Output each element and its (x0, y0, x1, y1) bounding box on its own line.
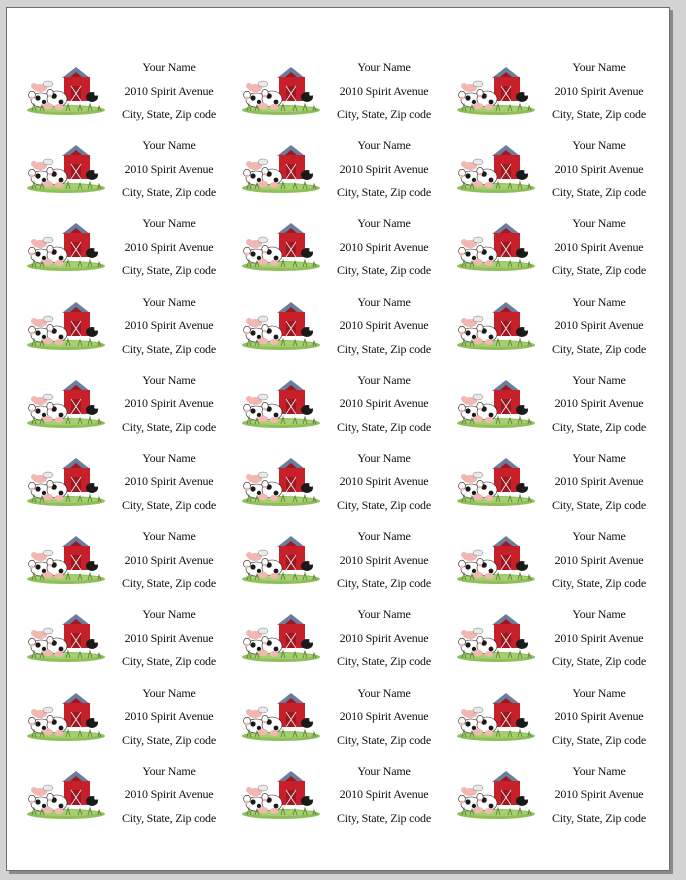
address-label (237, 603, 452, 681)
label-city-state-zip: City, State, Zip code (551, 654, 646, 669)
label-city-state-zip: City, State, Zip code (551, 419, 646, 434)
label-street: 2010 Spirit Avenue (339, 83, 429, 98)
label-street: 2010 Spirit Avenue (124, 239, 214, 254)
label-street: 2010 Spirit Avenue (554, 396, 644, 411)
address-lines (319, 603, 449, 674)
address-lines (319, 760, 449, 831)
address-label (237, 760, 452, 838)
label-city-state-zip: City, State, Zip code (121, 497, 216, 512)
label-name: Your Name (357, 138, 411, 153)
farm-barn-cows-icon (26, 455, 106, 507)
label-name: Your Name (357, 294, 411, 309)
label-street: 2010 Spirit Avenue (554, 474, 644, 489)
label-city-state-zip: City, State, Zip code (336, 107, 431, 121)
address-lines (534, 603, 664, 674)
label-city-state-zip: City, State, Zip code (336, 497, 431, 512)
address-lines (319, 134, 449, 205)
label-name: Your Name (142, 60, 196, 74)
label-name: Your Name (357, 763, 411, 778)
label-city-state-zip: City, State, Zip code (336, 654, 431, 669)
label-name: Your Name (572, 685, 626, 700)
address-label (452, 447, 667, 525)
label-street: 2010 Spirit Avenue (554, 239, 644, 254)
label-name: Your Name (142, 372, 196, 387)
label-city-state-zip: City, State, Zip code (551, 107, 646, 121)
label-city-state-zip: City, State, Zip code (336, 576, 431, 591)
address-label (452, 682, 667, 760)
address-lines (319, 212, 449, 283)
label-street: 2010 Spirit Avenue (339, 474, 429, 489)
farm-barn-cows-icon (26, 533, 106, 585)
address-label (22, 369, 237, 447)
address-label (452, 525, 667, 603)
label-street: 2010 Spirit Avenue (124, 161, 214, 176)
address-label (22, 682, 237, 760)
label-street: 2010 Spirit Avenue (554, 161, 644, 176)
address-label (22, 212, 237, 290)
farm-barn-cows-icon (241, 533, 321, 585)
farm-barn-cows-icon (241, 299, 321, 351)
farm-barn-cows-icon (456, 220, 536, 272)
farm-barn-cows-icon (456, 142, 536, 194)
label-street: 2010 Spirit Avenue (554, 552, 644, 567)
address-lines (534, 56, 664, 127)
address-label (22, 447, 237, 525)
farm-barn-cows-icon (241, 768, 321, 820)
label-name: Your Name (142, 529, 196, 544)
label-name: Your Name (572, 138, 626, 153)
label-street: 2010 Spirit Avenue (339, 630, 429, 645)
label-name: Your Name (572, 216, 626, 231)
farm-barn-cows-icon (456, 533, 536, 585)
label-street: 2010 Spirit Avenue (124, 630, 214, 645)
label-city-state-zip: City, State, Zip code (551, 732, 646, 747)
address-lines (534, 134, 664, 205)
label-city-state-zip: City, State, Zip code (336, 419, 431, 434)
label-street: 2010 Spirit Avenue (554, 630, 644, 645)
label-city-state-zip: City, State, Zip code (551, 185, 646, 200)
label-street: 2010 Spirit Avenue (339, 787, 429, 802)
address-label (22, 760, 237, 838)
label-name: Your Name (357, 685, 411, 700)
label-name: Your Name (357, 529, 411, 544)
farm-barn-cows-icon (26, 611, 106, 663)
address-label (452, 56, 667, 134)
farm-barn-cows-icon (26, 377, 106, 429)
label-street: 2010 Spirit Avenue (339, 161, 429, 176)
address-label (237, 212, 452, 290)
farm-barn-cows-icon (456, 455, 536, 507)
label-street: 2010 Spirit Avenue (339, 239, 429, 254)
address-lines (319, 682, 449, 753)
farm-barn-cows-icon (26, 142, 106, 194)
address-label (237, 369, 452, 447)
farm-barn-cows-icon (456, 768, 536, 820)
label-name: Your Name (572, 529, 626, 544)
label-name: Your Name (142, 450, 196, 465)
label-name: Your Name (142, 607, 196, 622)
label-street: 2010 Spirit Avenue (124, 552, 214, 567)
label-street: 2010 Spirit Avenue (124, 709, 214, 723)
label-city-state-zip: City, State, Zip code (336, 732, 431, 747)
address-label (452, 760, 667, 838)
address-lines (534, 212, 664, 283)
label-city-state-zip: City, State, Zip code (121, 732, 216, 747)
address-label-grid (22, 56, 667, 838)
address-label (22, 603, 237, 681)
label-city-state-zip: City, State, Zip code (336, 810, 431, 825)
farm-barn-cows-icon (456, 690, 536, 742)
address-lines (104, 369, 234, 440)
label-name: Your Name (572, 607, 626, 622)
label-street: 2010 Spirit Avenue (339, 318, 429, 333)
farm-barn-cows-icon (241, 220, 321, 272)
address-lines (319, 447, 449, 518)
farm-barn-cows-icon (456, 377, 536, 429)
address-label (22, 56, 237, 134)
label-name: Your Name (572, 60, 626, 74)
address-lines (104, 525, 234, 596)
label-name: Your Name (142, 685, 196, 700)
label-city-state-zip: City, State, Zip code (336, 341, 431, 356)
farm-barn-cows-icon (26, 299, 106, 351)
address-lines (319, 56, 449, 127)
label-name: Your Name (357, 216, 411, 231)
label-street: 2010 Spirit Avenue (554, 83, 644, 98)
address-label (237, 291, 452, 369)
label-city-state-zip: City, State, Zip code (551, 810, 646, 825)
address-lines (104, 447, 234, 518)
farm-barn-cows-icon (241, 690, 321, 742)
address-lines (534, 760, 664, 831)
farm-barn-cows-icon (26, 768, 106, 820)
label-street: 2010 Spirit Avenue (124, 474, 214, 489)
label-street: 2010 Spirit Avenue (124, 83, 214, 98)
label-city-state-zip: City, State, Zip code (121, 576, 216, 591)
address-label (452, 603, 667, 681)
label-name: Your Name (142, 294, 196, 309)
address-label (237, 56, 452, 134)
farm-barn-cows-icon (26, 690, 106, 742)
address-label (237, 682, 452, 760)
label-name: Your Name (572, 450, 626, 465)
label-city-state-zip: City, State, Zip code (551, 497, 646, 512)
label-city-state-zip: City, State, Zip code (336, 185, 431, 200)
label-sheet-page (6, 7, 670, 871)
label-city-state-zip: City, State, Zip code (551, 341, 646, 356)
label-street: 2010 Spirit Avenue (339, 552, 429, 567)
label-name: Your Name (357, 60, 411, 74)
address-label (237, 447, 452, 525)
label-street: 2010 Spirit Avenue (339, 709, 429, 723)
address-lines (319, 291, 449, 362)
address-label (22, 134, 237, 212)
label-city-state-zip: City, State, Zip code (121, 810, 216, 825)
address-label (22, 291, 237, 369)
address-lines (104, 212, 234, 283)
address-label (452, 291, 667, 369)
label-name: Your Name (572, 294, 626, 309)
label-city-state-zip: City, State, Zip code (336, 263, 431, 278)
address-lines (104, 760, 234, 831)
label-city-state-zip: City, State, Zip code (121, 263, 216, 278)
label-city-state-zip: City, State, Zip code (121, 185, 216, 200)
address-lines (319, 525, 449, 596)
label-name: Your Name (357, 450, 411, 465)
label-name: Your Name (357, 372, 411, 387)
address-lines (534, 682, 664, 753)
label-street: 2010 Spirit Avenue (339, 396, 429, 411)
farm-barn-cows-icon (26, 220, 106, 272)
address-lines (319, 369, 449, 440)
label-city-state-zip: City, State, Zip code (121, 341, 216, 356)
address-lines (104, 291, 234, 362)
address-lines (534, 525, 664, 596)
label-name: Your Name (142, 216, 196, 231)
address-label (452, 369, 667, 447)
address-lines (104, 134, 234, 205)
label-name: Your Name (357, 607, 411, 622)
label-city-state-zip: City, State, Zip code (121, 419, 216, 434)
label-city-state-zip: City, State, Zip code (121, 107, 216, 121)
farm-barn-cows-icon (26, 64, 106, 116)
farm-barn-cows-icon (456, 64, 536, 116)
label-street: 2010 Spirit Avenue (124, 787, 214, 802)
farm-barn-cows-icon (456, 611, 536, 663)
label-street: 2010 Spirit Avenue (124, 318, 214, 333)
farm-barn-cows-icon (241, 455, 321, 507)
address-label (22, 525, 237, 603)
address-lines (534, 291, 664, 362)
address-lines (104, 603, 234, 674)
address-lines (534, 447, 664, 518)
label-street: 2010 Spirit Avenue (554, 709, 644, 723)
address-lines (534, 369, 664, 440)
address-label (237, 525, 452, 603)
farm-barn-cows-icon (241, 142, 321, 194)
label-street: 2010 Spirit Avenue (554, 787, 644, 802)
address-label (452, 212, 667, 290)
label-name: Your Name (572, 372, 626, 387)
label-city-state-zip: City, State, Zip code (551, 263, 646, 278)
label-city-state-zip: City, State, Zip code (121, 654, 216, 669)
address-lines (104, 56, 234, 127)
address-label (237, 134, 452, 212)
farm-barn-cows-icon (241, 377, 321, 429)
address-label (452, 134, 667, 212)
label-name: Your Name (572, 763, 626, 778)
label-city-state-zip: City, State, Zip code (551, 576, 646, 591)
farm-barn-cows-icon (456, 299, 536, 351)
farm-barn-cows-icon (241, 611, 321, 663)
label-street: 2010 Spirit Avenue (124, 396, 214, 411)
farm-barn-cows-icon (241, 64, 321, 116)
label-name: Your Name (142, 763, 196, 778)
label-street: 2010 Spirit Avenue (554, 318, 644, 333)
label-name: Your Name (142, 138, 196, 153)
address-lines (104, 682, 234, 753)
